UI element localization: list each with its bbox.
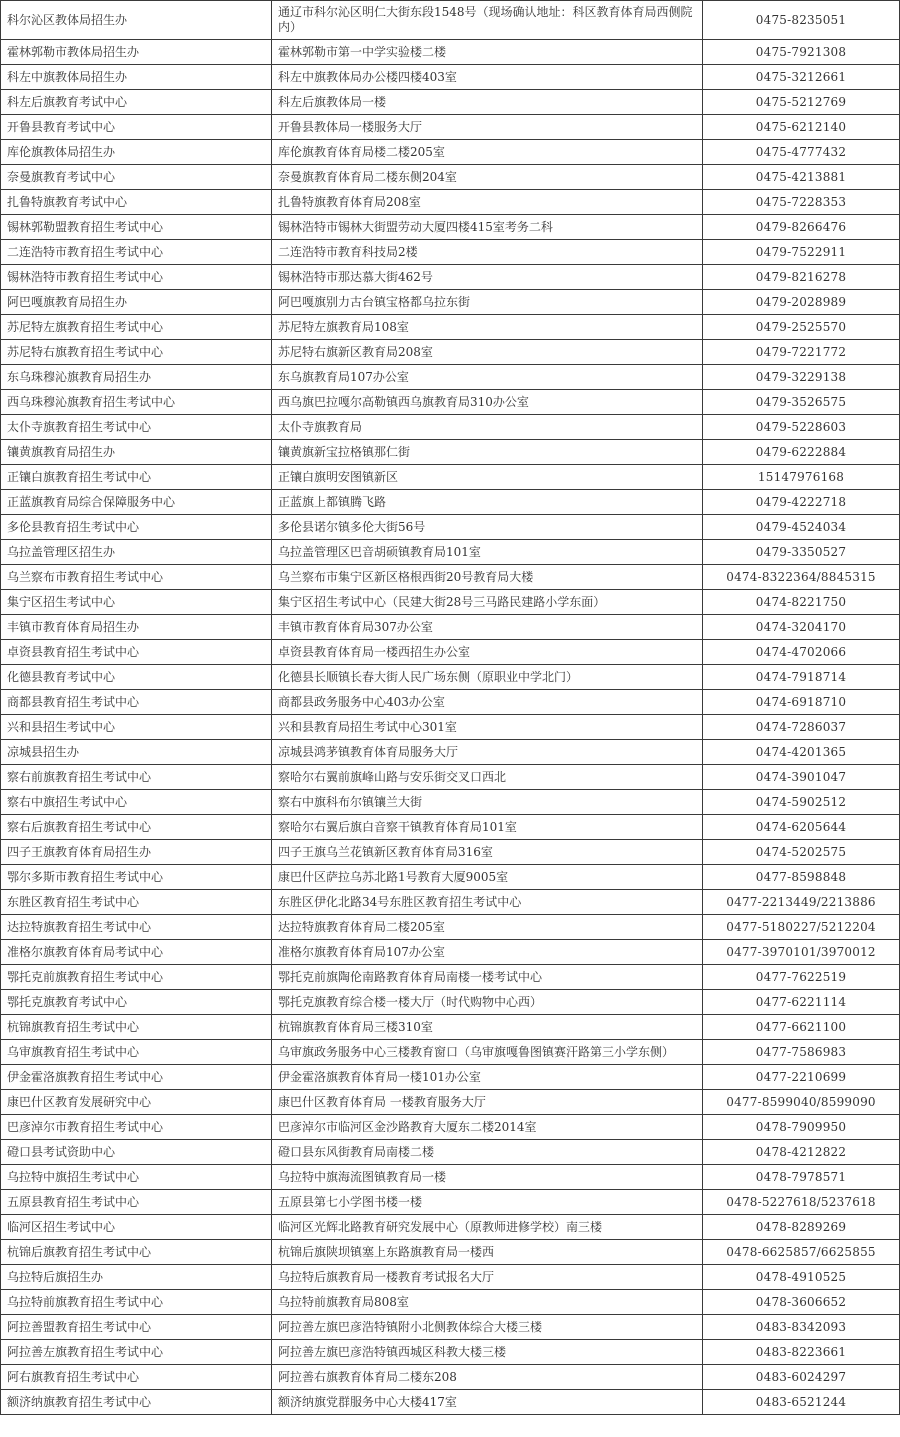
address-cell: 库伦旗教育体育局楼二楼205室 <box>272 140 703 165</box>
phone-cell: 0479-8216278 <box>703 265 900 290</box>
phone-cell: 0475-7228353 <box>703 190 900 215</box>
phone-cell: 0474-3901047 <box>703 765 900 790</box>
phone-cell: 0475-5212769 <box>703 90 900 115</box>
address-cell: 临河区光辉北路教育研究发展中心（原教师进修学校）南三楼 <box>272 1215 703 1240</box>
address-cell: 阿拉善左旗巴彦浩特镇西城区科教大楼三楼 <box>272 1340 703 1365</box>
office-name-cell: 鄂托克旗教育考试中心 <box>1 990 272 1015</box>
office-name-cell: 四子王旗教育体育局招生办 <box>1 840 272 865</box>
phone-cell: 0474-8221750 <box>703 590 900 615</box>
table-row <box>1 290 900 315</box>
office-name-cell: 阿拉善左旗教育招生考试中心 <box>1 1340 272 1365</box>
address-cell: 准格尔旗教育体育局107办公室 <box>272 940 703 965</box>
table-row <box>1 1040 900 1065</box>
table-row <box>1 90 900 115</box>
phone-cell: 0474-6205644 <box>703 815 900 840</box>
address-cell: 鄂托克前旗陶伦南路教育体育局南楼一楼考试中心 <box>272 965 703 990</box>
phone-cell: 0479-5228603 <box>703 415 900 440</box>
office-name-cell: 阿巴嘎旗教育局招生办 <box>1 290 272 315</box>
phone-cell: 0477-7622519 <box>703 965 900 990</box>
address-cell: 苏尼特右旗新区教育局208室 <box>272 340 703 365</box>
address-cell: 磴口县东风街教育局南楼二楼 <box>272 1140 703 1165</box>
office-name-cell: 阿右旗教育招生考试中心 <box>1 1365 272 1390</box>
phone-cell: 0479-3526575 <box>703 390 900 415</box>
table-row <box>1 840 900 865</box>
phone-cell: 0483-8342093 <box>703 1315 900 1340</box>
office-name-cell: 集宁区招生考试中心 <box>1 590 272 615</box>
office-name-cell: 卓资县教育招生考试中心 <box>1 640 272 665</box>
office-name-cell: 太仆寺旗教育招生考试中心 <box>1 415 272 440</box>
address-cell: 乌审旗政务服务中心三楼教育窗口（乌审旗嘎鲁图镇赛汗路第三小学东侧） <box>272 1040 703 1065</box>
table-row <box>1 815 900 840</box>
table-row <box>1 715 900 740</box>
office-name-cell: 东乌珠穆沁旗教育局招生办 <box>1 365 272 390</box>
office-name-cell: 乌拉特中旗招生考试中心 <box>1 1165 272 1190</box>
phone-cell: 0483-6024297 <box>703 1365 900 1390</box>
office-name-cell: 多伦县教育招生考试中心 <box>1 515 272 540</box>
address-cell: 镶黄旗新宝拉格镇那仁街 <box>272 440 703 465</box>
phone-cell: 0478-7909950 <box>703 1115 900 1140</box>
office-name-cell: 五原县教育招生考试中心 <box>1 1190 272 1215</box>
table-row <box>1 165 900 190</box>
table-row <box>1 40 900 65</box>
address-cell: 锡林浩特市那达慕大街462号 <box>272 265 703 290</box>
phone-cell: 0475-4777432 <box>703 140 900 165</box>
table-row <box>1 515 900 540</box>
address-cell: 察哈尔右翼前旗峰山路与安乐街交叉口西北 <box>272 765 703 790</box>
office-name-cell: 阿拉善盟教育招生考试中心 <box>1 1315 272 1340</box>
office-name-cell: 奈曼旗教育考试中心 <box>1 165 272 190</box>
table-row <box>1 315 900 340</box>
address-cell: 丰镇市教育体育局307办公室 <box>272 615 703 640</box>
table-row <box>1 915 900 940</box>
address-cell: 阿巴嘎旗别力古台镇宝格都乌拉东街 <box>272 290 703 315</box>
table-row <box>1 1190 900 1215</box>
address-cell: 商都县政务服务中心403办公室 <box>272 690 703 715</box>
table-row <box>1 540 900 565</box>
office-name-cell: 鄂尔多斯市教育招生考试中心 <box>1 865 272 890</box>
address-cell: 正蓝旗上都镇腾飞路 <box>272 490 703 515</box>
address-cell: 乌拉特后旗教育局一楼教育考试报名大厅 <box>272 1265 703 1290</box>
phone-cell: 0474-4702066 <box>703 640 900 665</box>
address-cell: 多伦县诺尔镇多伦大街56号 <box>272 515 703 540</box>
table-row <box>1 1 900 40</box>
office-name-cell: 苏尼特左旗教育招生考试中心 <box>1 315 272 340</box>
phone-cell: 0479-7221772 <box>703 340 900 365</box>
table-row <box>1 1215 900 1240</box>
phone-cell: 0478-4910525 <box>703 1265 900 1290</box>
table-row <box>1 790 900 815</box>
address-cell: 兴和县教育局招生考试中心301室 <box>272 715 703 740</box>
phone-cell: 0478-8289269 <box>703 1215 900 1240</box>
phone-cell: 0474-8322364/8845315 <box>703 565 900 590</box>
phone-cell: 0479-2028989 <box>703 290 900 315</box>
address-cell: 卓资县教育体育局一楼西招生办公室 <box>272 640 703 665</box>
address-cell: 霍林郭勒市第一中学实验楼二楼 <box>272 40 703 65</box>
office-name-cell: 二连浩特市教育招生考试中心 <box>1 240 272 265</box>
address-cell: 康巴什区萨拉乌苏北路1号教育大厦9005室 <box>272 865 703 890</box>
office-name-cell: 库伦旗教体局招生办 <box>1 140 272 165</box>
address-cell: 奈曼旗教育体育局二楼东侧204室 <box>272 165 703 190</box>
address-cell: 西乌旗巴拉嘎尔高勒镇西乌旗教育局310办公室 <box>272 390 703 415</box>
table-row <box>1 115 900 140</box>
table-row <box>1 415 900 440</box>
phone-cell: 0474-6918710 <box>703 690 900 715</box>
address-cell: 杭锦后旗陕坝镇塞上东路旗教育局一楼西 <box>272 1240 703 1265</box>
address-cell: 杭锦旗教育体育局三楼310室 <box>272 1015 703 1040</box>
phone-cell: 0477-8599040/8599090 <box>703 1090 900 1115</box>
address-cell: 乌拉特前旗教育局808室 <box>272 1290 703 1315</box>
phone-cell: 0479-4222718 <box>703 490 900 515</box>
office-name-cell: 额济纳旗教育招生考试中心 <box>1 1390 272 1415</box>
table-row <box>1 590 900 615</box>
address-cell: 通辽市科尔沁区明仁大街东段1548号（现场确认地址：科区教育体育局西侧院内） <box>272 1 703 40</box>
table-row <box>1 1140 900 1165</box>
table-row <box>1 340 900 365</box>
table-row <box>1 365 900 390</box>
office-name-cell: 杭锦旗教育招生考试中心 <box>1 1015 272 1040</box>
phone-cell: 0477-6621100 <box>703 1015 900 1040</box>
table-row <box>1 440 900 465</box>
address-cell: 达拉特旗教育体育局二楼205室 <box>272 915 703 940</box>
address-cell: 太仆寺旗教育局 <box>272 415 703 440</box>
phone-cell: 0479-4524034 <box>703 515 900 540</box>
office-name-cell: 扎鲁特旗教育考试中心 <box>1 190 272 215</box>
address-cell: 乌拉盖管理区巴音胡硕镇教育局101室 <box>272 540 703 565</box>
table-row <box>1 240 900 265</box>
office-name-cell: 开鲁县教育考试中心 <box>1 115 272 140</box>
address-cell: 东胜区伊化北路34号东胜区教育招生考试中心 <box>272 890 703 915</box>
office-name-cell: 乌拉特前旗教育招生考试中心 <box>1 1290 272 1315</box>
phone-cell: 0478-4212822 <box>703 1140 900 1165</box>
phone-cell: 0477-2213449/2213886 <box>703 890 900 915</box>
office-name-cell: 商都县教育招生考试中心 <box>1 690 272 715</box>
address-cell: 乌拉特中旗海流图镇教育局一楼 <box>272 1165 703 1190</box>
phone-cell: 0475-8235051 <box>703 1 900 40</box>
table-row <box>1 765 900 790</box>
address-cell: 康巴什区教育体育局 一楼教育服务大厅 <box>272 1090 703 1115</box>
office-name-cell: 化德县教育考试中心 <box>1 665 272 690</box>
office-name-cell: 伊金霍洛旗教育招生考试中心 <box>1 1065 272 1090</box>
phone-cell: 15147976168 <box>703 465 900 490</box>
office-name-cell: 乌兰察布市教育招生考试中心 <box>1 565 272 590</box>
address-cell: 苏尼特左旗教育局108室 <box>272 315 703 340</box>
office-name-cell: 科左中旗教体局招生办 <box>1 65 272 90</box>
office-name-cell: 察右中旗招生考试中心 <box>1 790 272 815</box>
address-cell: 开鲁县教体局一楼服务大厅 <box>272 115 703 140</box>
office-name-cell: 兴和县招生考试中心 <box>1 715 272 740</box>
office-name-cell: 乌拉盖管理区招生办 <box>1 540 272 565</box>
table-row <box>1 1290 900 1315</box>
address-cell: 鄂托克旗教育综合楼一楼大厅（时代购物中心西） <box>272 990 703 1015</box>
table-row <box>1 140 900 165</box>
table-row <box>1 1065 900 1090</box>
table-row <box>1 940 900 965</box>
office-name-cell: 正镶白旗教育招生考试中心 <box>1 465 272 490</box>
phone-cell: 0478-6625857/6625855 <box>703 1240 900 1265</box>
table-row <box>1 1090 900 1115</box>
table-row <box>1 890 900 915</box>
table-row <box>1 965 900 990</box>
phone-cell: 0474-7286037 <box>703 715 900 740</box>
phone-cell: 0479-6222884 <box>703 440 900 465</box>
address-cell: 化德县长顺镇长春大街人民广场东侧（原职业中学北门） <box>272 665 703 690</box>
address-cell: 阿拉善右旗教育体育局二楼东208 <box>272 1365 703 1390</box>
phone-cell: 0475-7921308 <box>703 40 900 65</box>
office-name-cell: 乌审旗教育招生考试中心 <box>1 1040 272 1065</box>
phone-cell: 0478-7978571 <box>703 1165 900 1190</box>
table-row <box>1 1240 900 1265</box>
table-row <box>1 1390 900 1415</box>
office-name-cell: 科左后旗教育考试中心 <box>1 90 272 115</box>
address-cell: 阿拉善左旗巴彦浩特镇附小北侧教体综合大楼三楼 <box>272 1315 703 1340</box>
table-row <box>1 565 900 590</box>
office-name-cell: 科尔沁区教体局招生办 <box>1 1 272 40</box>
address-cell: 正镶白旗明安图镇新区 <box>272 465 703 490</box>
table-row <box>1 1015 900 1040</box>
phone-cell: 0477-3970101/3970012 <box>703 940 900 965</box>
office-name-cell: 康巴什区教育发展研究中心 <box>1 1090 272 1115</box>
office-name-cell: 察右后旗教育招生考试中心 <box>1 815 272 840</box>
office-name-cell: 察右前旗教育招生考试中心 <box>1 765 272 790</box>
table-row <box>1 1165 900 1190</box>
phone-cell: 0483-8223661 <box>703 1340 900 1365</box>
phone-cell: 0477-2210699 <box>703 1065 900 1090</box>
table-row <box>1 1315 900 1340</box>
office-name-cell: 磴口县考试资助中心 <box>1 1140 272 1165</box>
table-row <box>1 640 900 665</box>
address-cell: 四子王旗乌兰花镇新区教育体育局316室 <box>272 840 703 865</box>
office-name-cell: 东胜区教育招生考试中心 <box>1 890 272 915</box>
address-cell: 察哈尔右翼后旗白音察干镇教育体育局101室 <box>272 815 703 840</box>
office-name-cell: 达拉特旗教育招生考试中心 <box>1 915 272 940</box>
address-cell: 科左后旗教体局一楼 <box>272 90 703 115</box>
address-cell: 五原县第七小学图书楼一楼 <box>272 1190 703 1215</box>
office-name-cell: 杭锦后旗教育招生考试中心 <box>1 1240 272 1265</box>
address-cell: 东乌旗教育局107办公室 <box>272 365 703 390</box>
phone-cell: 0477-8598848 <box>703 865 900 890</box>
office-name-cell: 锡林浩特市教育招生考试中心 <box>1 265 272 290</box>
address-cell: 乌兰察布市集宁区新区格根西街20号教育局大楼 <box>272 565 703 590</box>
office-name-cell: 正蓝旗教育局综合保障服务中心 <box>1 490 272 515</box>
table-row <box>1 465 900 490</box>
table-row <box>1 390 900 415</box>
table-row <box>1 190 900 215</box>
phone-cell: 0474-3204170 <box>703 615 900 640</box>
phone-cell: 0478-3606652 <box>703 1290 900 1315</box>
phone-cell: 0483-6521244 <box>703 1390 900 1415</box>
office-name-cell: 镶黄旗教育局招生办 <box>1 440 272 465</box>
address-cell: 扎鲁特旗教育体育局208室 <box>272 190 703 215</box>
address-cell: 科左中旗教体局办公楼四楼403室 <box>272 65 703 90</box>
table-row <box>1 990 900 1015</box>
phone-cell: 0479-8266476 <box>703 215 900 240</box>
phone-cell: 0475-6212140 <box>703 115 900 140</box>
office-name-cell: 丰镇市教育体育局招生办 <box>1 615 272 640</box>
phone-cell: 0477-6221114 <box>703 990 900 1015</box>
office-name-cell: 临河区招生考试中心 <box>1 1215 272 1240</box>
table-row <box>1 215 900 240</box>
phone-cell: 0477-5180227/5212204 <box>703 915 900 940</box>
phone-cell: 0478-5227618/5237618 <box>703 1190 900 1215</box>
office-name-cell: 霍林郭勒市教体局招生办 <box>1 40 272 65</box>
table-body <box>1 1 900 1415</box>
address-cell: 凉城县鸿茅镇教育体育局服务大厅 <box>272 740 703 765</box>
phone-cell: 0479-2525570 <box>703 315 900 340</box>
address-cell: 额济纳旗党群服务中心大楼417室 <box>272 1390 703 1415</box>
table-row <box>1 740 900 765</box>
phone-cell: 0475-3212661 <box>703 65 900 90</box>
office-name-cell: 苏尼特右旗教育招生考试中心 <box>1 340 272 365</box>
table-row <box>1 490 900 515</box>
phone-cell: 0474-5202575 <box>703 840 900 865</box>
office-name-cell: 乌拉特后旗招生办 <box>1 1265 272 1290</box>
office-name-cell: 准格尔旗教育体育局考试中心 <box>1 940 272 965</box>
table-row <box>1 265 900 290</box>
address-cell: 二连浩特市教育科技局2楼 <box>272 240 703 265</box>
phone-cell: 0474-5902512 <box>703 790 900 815</box>
address-cell: 察右中旗科布尔镇镶兰大街 <box>272 790 703 815</box>
address-cell: 锡林浩特市锡林大街盟劳动大厦四楼415室考务二科 <box>272 215 703 240</box>
phone-cell: 0474-4201365 <box>703 740 900 765</box>
table-row <box>1 1365 900 1390</box>
phone-cell: 0477-7586983 <box>703 1040 900 1065</box>
office-name-cell: 巴彦淖尔市教育招生考试中心 <box>1 1115 272 1140</box>
table-row <box>1 65 900 90</box>
table-row <box>1 1115 900 1140</box>
office-name-cell: 凉城县招生办 <box>1 740 272 765</box>
table-row <box>1 1265 900 1290</box>
phone-cell: 0479-3229138 <box>703 365 900 390</box>
table-row <box>1 690 900 715</box>
office-name-cell: 鄂托克前旗教育招生考试中心 <box>1 965 272 990</box>
table-row <box>1 665 900 690</box>
table-row <box>1 865 900 890</box>
office-name-cell: 锡林郭勒盟教育招生考试中心 <box>1 215 272 240</box>
table-row <box>1 615 900 640</box>
address-cell: 伊金霍洛旗教育体育局一楼101办公室 <box>272 1065 703 1090</box>
phone-cell: 0479-3350527 <box>703 540 900 565</box>
address-cell: 巴彦淖尔市临河区金沙路教育大厦东二楼2014室 <box>272 1115 703 1140</box>
office-name-cell: 西乌珠穆沁旗教育招生考试中心 <box>1 390 272 415</box>
phone-cell: 0479-7522911 <box>703 240 900 265</box>
phone-cell: 0475-4213881 <box>703 165 900 190</box>
phone-cell: 0474-7918714 <box>703 665 900 690</box>
address-cell: 集宁区招生考试中心（民建大街28号三马路民建路小学东面） <box>272 590 703 615</box>
table-row <box>1 1340 900 1365</box>
